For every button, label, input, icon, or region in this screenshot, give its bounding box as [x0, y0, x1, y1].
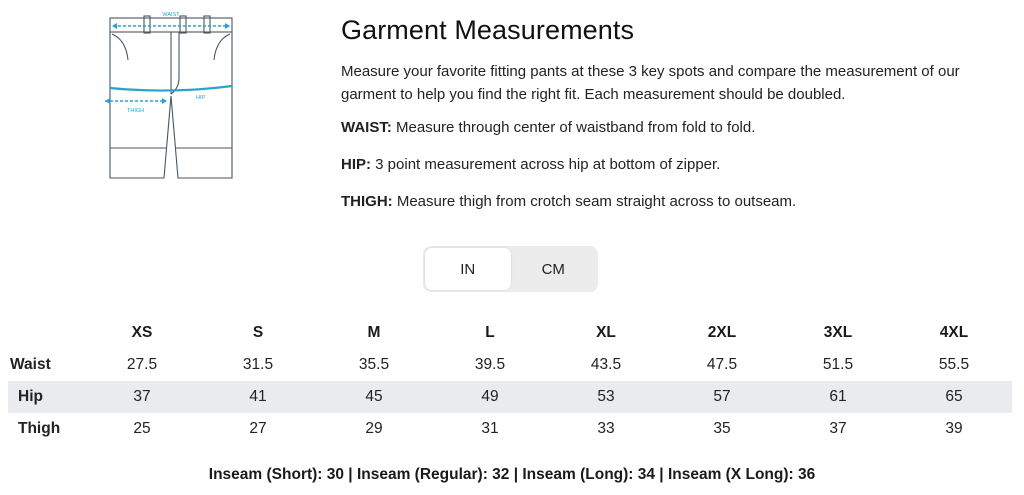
table-cell: 57	[664, 381, 780, 413]
table-header-row	[8, 317, 1012, 349]
term-label: HIP:	[341, 156, 371, 174]
row-label: Thigh	[18, 420, 61, 437]
term-text: Measure thigh from crotch seam straight across to outseam.	[392, 193, 797, 211]
waist-definition	[341, 118, 1011, 138]
table-cell: 25	[133, 420, 151, 437]
unit-option-in[interactable]: IN	[425, 248, 511, 290]
term-text: Measure through center of waistband from fold to fold.	[391, 119, 756, 137]
shorts-diagram	[104, 8, 240, 180]
table-header-cell: 4XL	[939, 324, 969, 341]
table-cell: 35	[713, 420, 731, 437]
description: Measure your favorite fitting pants at these 3 key spots and compare the measurement of our garment to help you find the right fit. Each measurement should be doubled.	[341, 63, 960, 104]
shorts-outline-icon	[104, 8, 240, 180]
table-row	[8, 381, 1012, 413]
inseam-note: Inseam (Short): 30 | Inseam (Regular): 32 | Inseam (Long): 34 | Inseam (X Long): 36	[208, 466, 816, 483]
term-label: THIGH:	[341, 193, 393, 211]
table-header-cell: L	[485, 324, 495, 341]
table-header-blank	[8, 317, 84, 349]
table-cell: 61	[780, 381, 896, 413]
table-cell: 55.5	[938, 356, 970, 373]
table-header-cell: 3XL	[823, 324, 853, 341]
thigh-definition	[341, 192, 1011, 212]
table-cell: 47.5	[706, 356, 738, 373]
table-cell: 37	[829, 420, 847, 437]
table-row	[8, 349, 1012, 381]
table-cell: 49	[432, 381, 548, 413]
table-cell: 39.5	[474, 356, 506, 373]
table-cell: 35.5	[358, 356, 390, 373]
thigh-label: THIGH	[127, 108, 145, 114]
table-cell: 29	[365, 420, 383, 437]
term-label: WAIST:	[341, 119, 392, 137]
table-cell: 31.5	[242, 356, 274, 373]
waist-label: WAIST	[162, 12, 180, 18]
table-cell: 53	[548, 381, 664, 413]
row-label: Hip	[8, 381, 84, 413]
size-table	[8, 317, 1012, 445]
table-cell: 31	[481, 420, 499, 437]
table-header-cell: M	[367, 324, 381, 341]
table-cell: 43.5	[590, 356, 622, 373]
row-label: Waist	[10, 356, 51, 373]
table-header-cell: XL	[596, 324, 616, 341]
page-title: Garment Measurements	[341, 15, 635, 45]
table-cell: 27	[249, 420, 267, 437]
table-cell: 65	[896, 381, 1012, 413]
table-cell: 33	[597, 420, 615, 437]
table-cell: 27.5	[126, 356, 158, 373]
table-cell: 51.5	[822, 356, 854, 373]
table-cell: 41	[200, 381, 316, 413]
info-section	[341, 14, 1011, 229]
table-row	[8, 413, 1012, 445]
unit-option-cm[interactable]: CM	[541, 260, 565, 278]
table-header-cell: S	[252, 324, 264, 341]
hip-definition	[341, 155, 1011, 175]
table-cell: 45	[316, 381, 432, 413]
table-header-cell: XS	[131, 324, 153, 341]
table-header-cell: 2XL	[707, 324, 737, 341]
term-text: 3 point measurement across hip at bottom of zipper.	[371, 156, 721, 174]
table-cell: 37	[84, 381, 200, 413]
hip-label: HIP	[196, 95, 206, 101]
unit-toggle	[423, 246, 598, 292]
table-cell: 39	[945, 420, 963, 437]
